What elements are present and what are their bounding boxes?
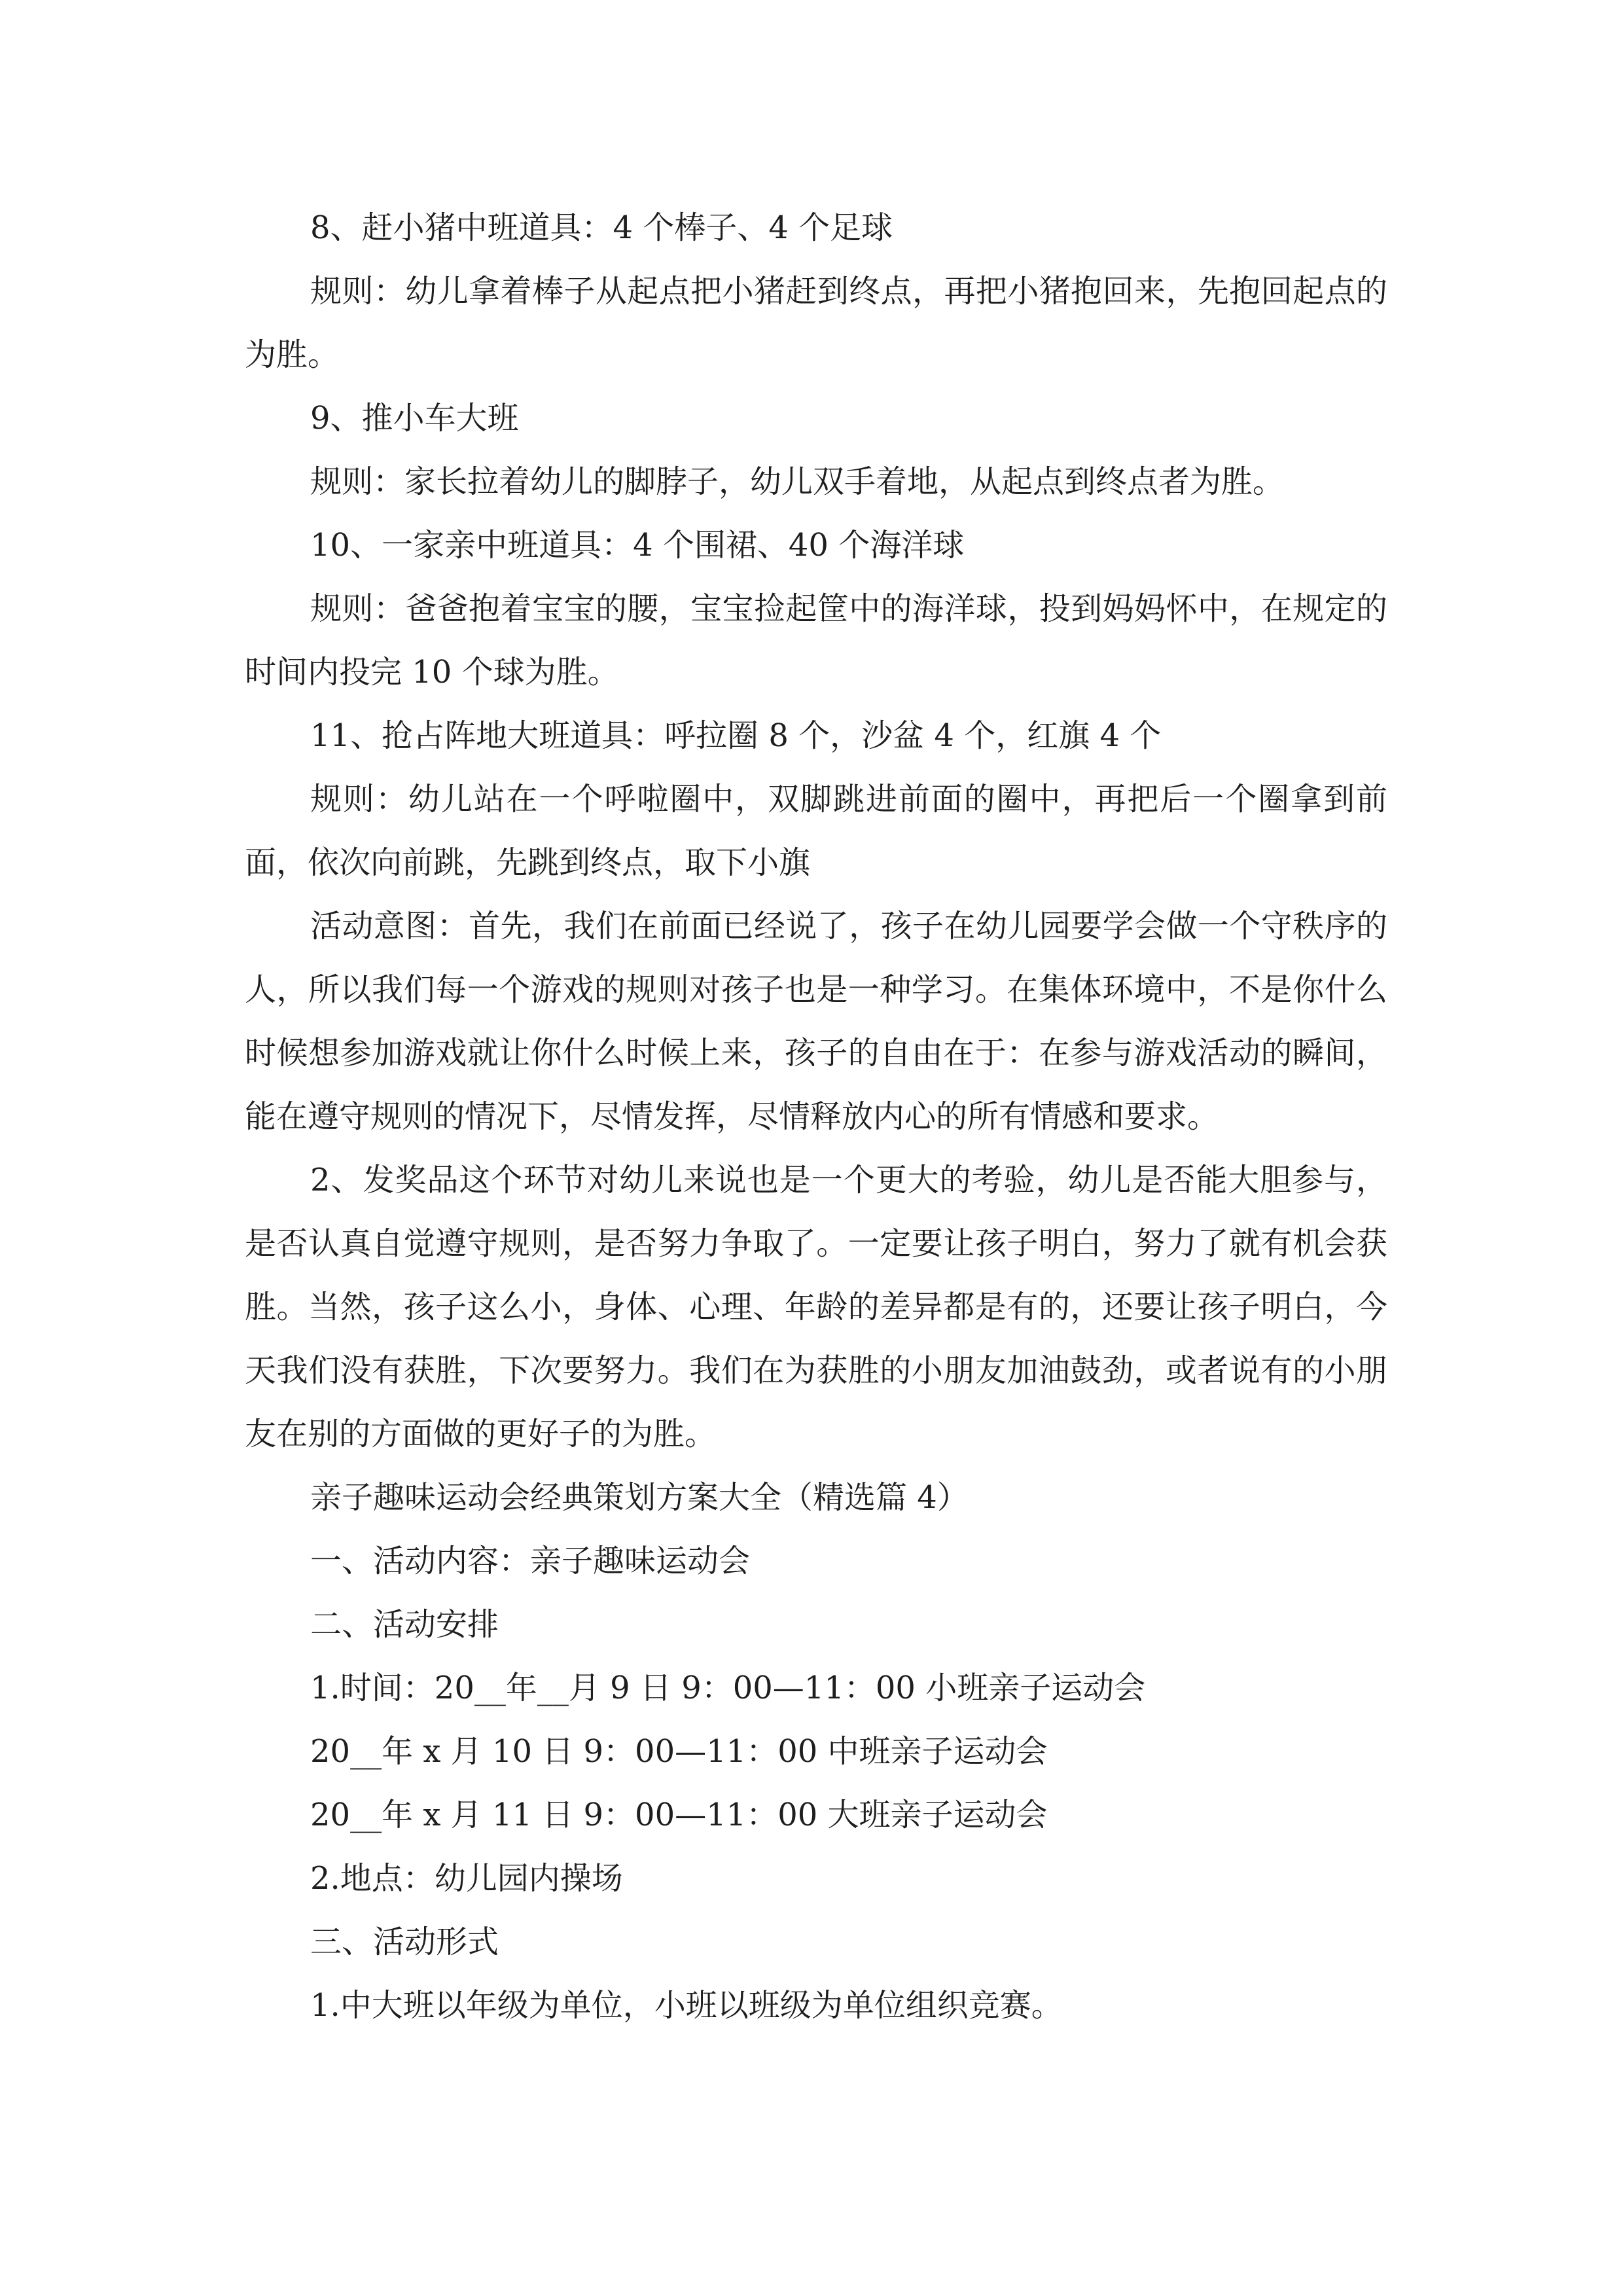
paragraph-game-11-title: 11、抢占阵地大班道具：呼拉圈 8 个，沙盆 4 个，红旗 4 个 xyxy=(310,717,1162,754)
paragraph-schedule-small-class: 1.时间：20__年__月 9 日 9：00—11：00 小班亲子运动会 xyxy=(310,1670,1146,1706)
paragraph-game-9-rules: 规则：家长拉着幼儿的脚脖子，幼儿双手着地，从起点到终点者为胜。 xyxy=(310,463,1285,500)
paragraph-activity-format-heading: 三、活动形式 xyxy=(310,1924,499,1960)
paragraph-format-rule-1: 1.中大班以年级为单位，小班以班级为单位组织竞赛。 xyxy=(310,1987,1063,2024)
paragraph-game-11-rules: 规则：幼儿站在一个呼啦圈中，双脚跳进前面的圈中，再把后一个圈拿到前面，依次向前跳，先跳到终点，取下小旗 xyxy=(245,781,1387,881)
section-heading-plan-4: 亲子趣味运动会经典策划方案大全（精选篇 4） xyxy=(310,1479,969,1516)
paragraph-game-10-rules: 规则：爸爸抱着宝宝的腰，宝宝捡起筐中的海洋球，投到妈妈怀中，在规定的时间内投完 10 个球为胜。 xyxy=(245,590,1387,691)
paragraph-schedule-middle-class: 20__年 x 月 10 日 9：00—11：00 中班亲子运动会 xyxy=(310,1733,1048,1770)
paragraph-activity-content: 一、活动内容：亲子趣味运动会 xyxy=(310,1543,751,1579)
paragraph-game-8-rules: 规则：幼儿拿着棒子从起点把小猪赶到终点，再把小猪抱回来，先抱回起点的为胜。 xyxy=(245,273,1387,373)
paragraph-game-8-title: 8、赶小猪中班道具：4 个棒子、4 个足球 xyxy=(310,209,893,246)
paragraph-schedule-large-class: 20__年 x 月 11 日 9：00—11：00 大班亲子运动会 xyxy=(310,1797,1048,1833)
paragraph-activity-schedule-heading: 二、活动安排 xyxy=(310,1606,499,1643)
paragraph-game-9-title: 9、推小车大班 xyxy=(310,400,519,437)
paragraph-location: 2.地点：幼儿园内操场 xyxy=(310,1860,623,1897)
paragraph-prize-section: 2、发奖品这个环节对幼儿来说也是一个更大的考验，幼儿是否能大胆参与，是否认真自觉遵守规则，是否努力争取了。一定要让孩子明白，努力了就有机会获胜。当然，孩子这么小，身体、心理、年龄的差异都是有的，还要让孩子明白，今天我们没有获胜，下次要努力。我们在为获胜的小朋友加油鼓劲，或者说有的小朋友在别的方面做的更好子的为胜。 xyxy=(245,1162,1387,1452)
paragraph-activity-intent: 活动意图：首先，我们在前面已经说了，孩子在幼儿园要学会做一个守秩序的人，所以我们每一个游戏的规则对孩子也是一种学习。在集体环境中，不是你什么时候想参加游戏就让你什么时候上来，孩子的自由在于：在参与游戏活动的瞬间，能在遵守规则的情况下，尽情发挥，尽情释放内心的所有情感和要求。 xyxy=(245,908,1387,1135)
document-body xyxy=(245,196,1387,2037)
paragraph-game-10-title: 10、一家亲中班道具：4 个围裙、40 个海洋球 xyxy=(310,527,965,564)
